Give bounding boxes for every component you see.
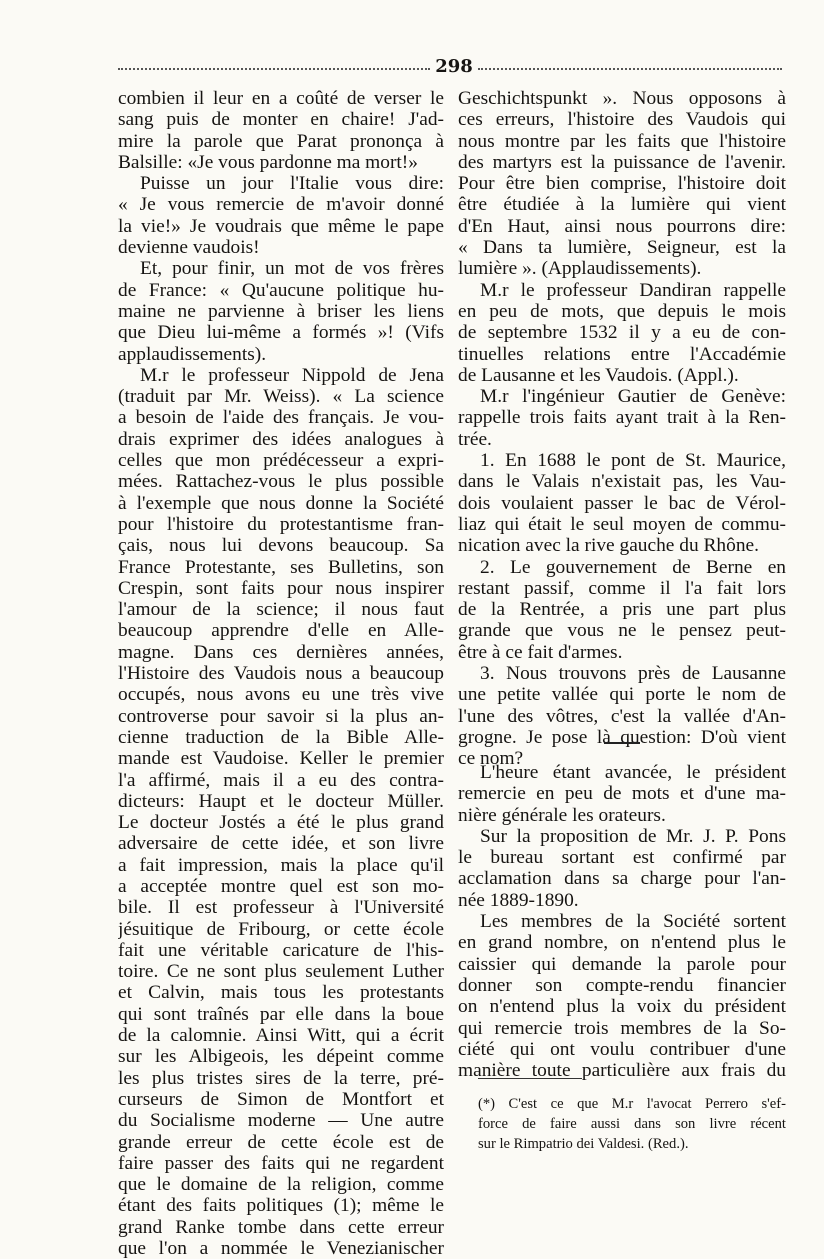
text-line: une petite vallée qui porte le nom de	[458, 684, 786, 706]
text-line: des martyrs est la puissance de l'avenir.	[458, 151, 786, 173]
text-line: et Calvin, mais tous les protestants	[118, 982, 444, 1004]
text-line: France Protestante, ses Bulletins, son	[118, 556, 444, 578]
text-line: L'heure étant avancée, le président	[480, 762, 786, 783]
text-line: donner son compte-rendu financier	[458, 974, 786, 996]
text-line: applaudissements).	[118, 343, 267, 365]
text-line: (traduit par Mr. Weiss). « La science	[118, 386, 444, 408]
footnote-rule	[478, 1078, 582, 1079]
text-line: l'amour de la science; il nous faut	[118, 599, 444, 621]
text-line: drais exprimer des idées analogues à	[118, 428, 444, 450]
text-line: nous montre par les faits que l'histoire	[458, 130, 786, 152]
text-line: ce nom?	[458, 748, 524, 770]
text-line: pour l'histoire du protestantisme fran-	[118, 513, 444, 535]
text-line: toire. Ce ne sont plus seulement Luther	[118, 961, 444, 983]
text-line: on n'entend plus la voix du président	[458, 996, 786, 1018]
text-line: que Dieu lui-même a formés »! (Vifs	[118, 322, 444, 344]
text-line: de la calomnie. Ainsi Witt, qui a écrit	[118, 1025, 444, 1047]
text-line: que le domaine de la religion, comme	[118, 1174, 444, 1196]
text-line: que l'on a nommée le Venezianischer	[118, 1238, 444, 1259]
text-line: Balsille: «Je vous pardonne ma mort!»	[118, 151, 418, 173]
text-line: Et, pour finir, un mot de vos frères	[140, 258, 444, 280]
text-line: bile. Il est professeur à l'Université	[118, 897, 444, 919]
text-line: sur le Rimpatrio dei Valdesi. (Red.).	[478, 1136, 689, 1152]
text-line: du Socialisme moderne — Une autre	[118, 1110, 444, 1132]
header-rule-left	[118, 68, 430, 70]
text-line: 3. Nous trouvons près de Lausanne	[480, 663, 786, 685]
text-line: « Dans ta lumière, Seigneur, est la	[458, 237, 786, 259]
text-line: cienne traduction de la Bible Alle-	[118, 726, 444, 748]
text-line: en peu de mots, que depuis le mois	[458, 300, 786, 322]
text-line: de septembre 1532 il y a eu de con-	[458, 322, 786, 344]
text-line: a fait impression, mais la place qu'il	[118, 854, 444, 876]
text-line: a acceptée montre quel est son mo-	[118, 875, 444, 897]
text-line: acclamation dans sa charge pour l'an-	[458, 868, 786, 890]
text-line: force de faire aussi dans son livre récent	[478, 1116, 786, 1132]
text-line: « Je vous remercie de m'avoir donné	[118, 194, 444, 216]
text-line: maine ne parvienne à briser les liens	[118, 300, 444, 322]
text-line: 1. En 1688 le pont de St. Maurice,	[480, 450, 786, 472]
text-line: mées. Rattachez-vous le plus possible	[118, 471, 444, 493]
text-line: faire passer des faits qui ne regardent	[118, 1152, 444, 1174]
text-line: étant des faits politiques (1); même le	[118, 1195, 444, 1217]
text-line: tinuelles relations entre l'Accadémie	[458, 343, 786, 365]
text-line: mande est Vaudoise. Keller le premier	[118, 748, 444, 770]
text-line: controverse pour savoir si la plus an-	[118, 705, 444, 727]
text-line: de Lausanne et les Vaudois. (Appl.).	[458, 364, 739, 386]
text-line: beaucoup apprendre d'elle en Alle-	[118, 620, 444, 642]
text-line: dois voulaient passer le bac de Vérol-	[458, 492, 786, 514]
text-line: sur les Albigeois, les dépeint comme	[118, 1046, 444, 1068]
text-line: dicteurs: Haupt et le docteur Müller.	[118, 790, 444, 812]
text-line: occupés, nous avons eu une très vive	[118, 684, 444, 706]
text-line: Crespin, sont faits pour nous inspirer	[118, 577, 444, 599]
text-line: devienne vaudois!	[118, 237, 260, 259]
text-line: a besoin de l'aide des français. Je vou-	[118, 407, 444, 429]
text-line: de la Rentrée, a pris une part plus	[458, 599, 786, 621]
text-line: de France: « Qu'aucune politique hu-	[118, 279, 444, 301]
text-line: nière générale les orateurs.	[458, 804, 666, 826]
text-line: restant passif, comme il l'a fait lors	[458, 577, 786, 599]
footnote	[478, 1094, 786, 1154]
text-line: combien il leur en a coûté de verser le	[118, 88, 444, 109]
text-line: çais, nous lui devons beaucoup. Sa	[118, 535, 444, 557]
text-line: manière toute particulière aux frais du	[458, 1060, 786, 1082]
text-line: Le docteur Jostés a été le plus grand	[118, 812, 444, 834]
text-line: être à ce fait d'armes.	[458, 641, 623, 663]
text-line: magne. Dans ces dernières années,	[118, 641, 444, 663]
text-line: trée.	[458, 428, 492, 450]
text-line: jésuitique de Fribourg, or cette école	[118, 918, 444, 940]
text-line: nication avec la rive gauche du Rhône.	[458, 535, 759, 557]
header-rule-right	[478, 68, 782, 70]
text-line: en grand nombre, on n'entend plus le	[458, 932, 786, 954]
text-line: grande que vous ne le pensez peut-	[458, 620, 786, 642]
text-line: curseurs de Simon de Montfort et	[118, 1088, 444, 1110]
text-line: Les membres de la Société sortent	[480, 911, 786, 933]
text-line: née 1889-1890.	[458, 889, 579, 911]
text-line: remercie en peu de mots et d'une ma-	[458, 783, 786, 805]
page-number: 298	[435, 56, 473, 77]
text-line: rappelle trois faits ayant trait à la Ren-	[458, 407, 786, 429]
text-line: grand Ranke tombe dans cette erreur	[118, 1216, 444, 1238]
text-line: celles que mon prédécesseur a expri-	[118, 450, 444, 472]
text-line: M.r le professeur Nippold de Jena	[140, 364, 444, 386]
text-line: 2. Le gouvernement de Berne en	[480, 556, 786, 578]
text-line: l'une des vôtres, c'est la vallée d'An-	[458, 705, 786, 727]
text-line: lumière ». (Applaudissements).	[458, 258, 702, 280]
text-line: dans le Valais n'existait pas, les Vau-	[458, 471, 786, 493]
text-line: qui remercie trois membres de la So-	[458, 1017, 786, 1039]
text-line: (*) C'est ce que M.r l'avocat Perrero s'ef-	[478, 1096, 786, 1112]
text-line: liaz qui était le seul moyen de commu-	[458, 513, 786, 535]
text-line: la vie!» Je voudrais que même le pape	[118, 215, 444, 237]
left-column	[118, 88, 444, 1259]
text-line: ciété qui ont voulu contribuer d'une	[458, 1038, 786, 1060]
right-column-top	[458, 88, 786, 770]
section-separator	[604, 742, 640, 744]
text-line: qui sont traînés par elle dans la boue	[118, 1003, 444, 1025]
text-line: mire la parole que Parat prononça à	[118, 130, 444, 152]
text-line: Pour être bien comprise, l'histoire doit	[458, 173, 786, 195]
text-line: sang puis de monter en chaire! J'ad-	[118, 109, 444, 131]
text-line: être étudiée à la lumière qui vient	[458, 194, 786, 216]
text-line: grande erreur de cette école est de	[118, 1131, 444, 1153]
text-line: d'En Haut, ainsi nous pourrons dire:	[458, 215, 786, 237]
text-line: le bureau sortant est confirmé par	[458, 847, 786, 869]
text-line: Puisse un jour l'Italie vous dire:	[140, 173, 444, 195]
text-line: les plus tristes sires de la terre, pré-	[118, 1067, 444, 1089]
text-line: à l'exemple que nous donne la Société	[118, 492, 444, 514]
text-line: fait une véritable caricature de l'his-	[118, 939, 444, 961]
text-line: Sur la proposition de Mr. J. P. Pons	[480, 825, 786, 847]
text-line: l'a affirmé, mais il a eu des contra-	[118, 769, 444, 791]
right-column	[458, 88, 786, 770]
text-line: Geschichtspunkt ». Nous opposons à	[458, 88, 786, 109]
text-line: grogne. Je pose là question: D'où vient	[458, 726, 786, 748]
text-line: l'Histoire des Vaudois nous a beaucoup	[118, 663, 444, 685]
text-line: ces erreurs, l'histoire des Vaudois qui	[458, 109, 786, 131]
right-column-bottom	[458, 762, 786, 1081]
text-line: adversaire de cette idée, et son livre	[118, 833, 444, 855]
text-line: caissier qui demande la parole pour	[458, 953, 786, 975]
text-line: M.r le professeur Dandiran rappelle	[480, 279, 786, 301]
text-line: M.r l'ingénieur Gautier de Genève:	[480, 386, 786, 408]
